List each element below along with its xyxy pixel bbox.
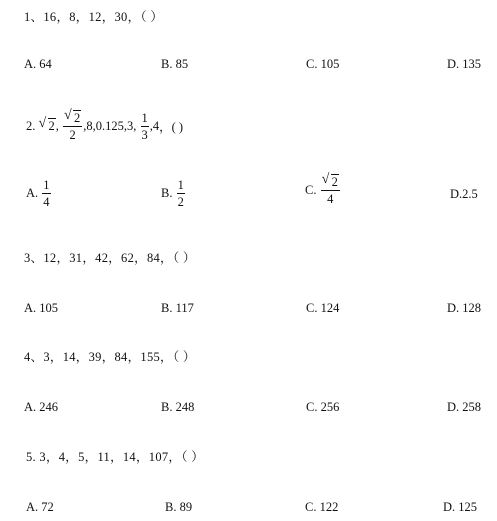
- q4-option-a: A. 246: [24, 400, 59, 414]
- q2-term-0125: 0.125: [95, 118, 124, 133]
- q4-option-d: D. 258: [447, 400, 482, 414]
- q2-option-c: C. √ 2 4: [305, 172, 338, 206]
- q2-term-8: 8: [86, 118, 93, 133]
- q3-option-c: C. 124: [306, 301, 340, 315]
- q2-blank: ，( ): [159, 120, 184, 134]
- q2-term-sqrt2-over-2: √ 2 2: [64, 108, 81, 142]
- q4-option-c: C. 256: [306, 400, 340, 414]
- q2-term-3: 3: [127, 118, 134, 133]
- q1-option-d: D. 135: [447, 57, 482, 71]
- q2-option-b: B. $\frac{1}{2}$: [161, 178, 184, 209]
- question-1-text: 1、16，8，12，30，（ ）: [24, 10, 164, 24]
- question-2-text: 2. √ 2, √ 2 2 ,8,0.125,3, $\frac{1}{3}$ ,4，( ): [26, 108, 184, 142]
- q3-option-b: B. 117: [161, 301, 194, 315]
- q2-term-4: 4: [152, 118, 160, 133]
- q2-prefix: 2.: [26, 118, 36, 133]
- q4-option-b: B. 248: [161, 400, 195, 414]
- q2-term-one-third: $\frac{1}{3}$: [141, 110, 148, 142]
- q5-option-b: B. 89: [165, 500, 193, 514]
- q5-option-c: C. 122: [305, 500, 339, 514]
- q2-term-sqrt2: √ 2: [38, 116, 55, 133]
- q2-option-d: D.2.5: [450, 187, 478, 201]
- q1-option-b: B. 85: [161, 57, 189, 71]
- question-5-text: 5. 3，4，5，11，14，107，（ ）: [26, 450, 205, 464]
- q1-option-a: A. 64: [24, 57, 52, 71]
- q3-option-a: A. 105: [24, 301, 59, 315]
- q5-option-d: D. 125: [443, 500, 478, 514]
- question-4-text: 4、3，14，39，84，155，（ ）: [24, 350, 196, 364]
- question-3-text: 3、12，31，42，62，84，（ ）: [24, 251, 196, 265]
- q2-option-a: A. $\frac{1}{4}$: [26, 178, 50, 209]
- q3-option-d: D. 128: [447, 301, 482, 315]
- q1-option-c: C. 105: [306, 57, 340, 71]
- q5-option-a: A. 72: [26, 500, 54, 514]
